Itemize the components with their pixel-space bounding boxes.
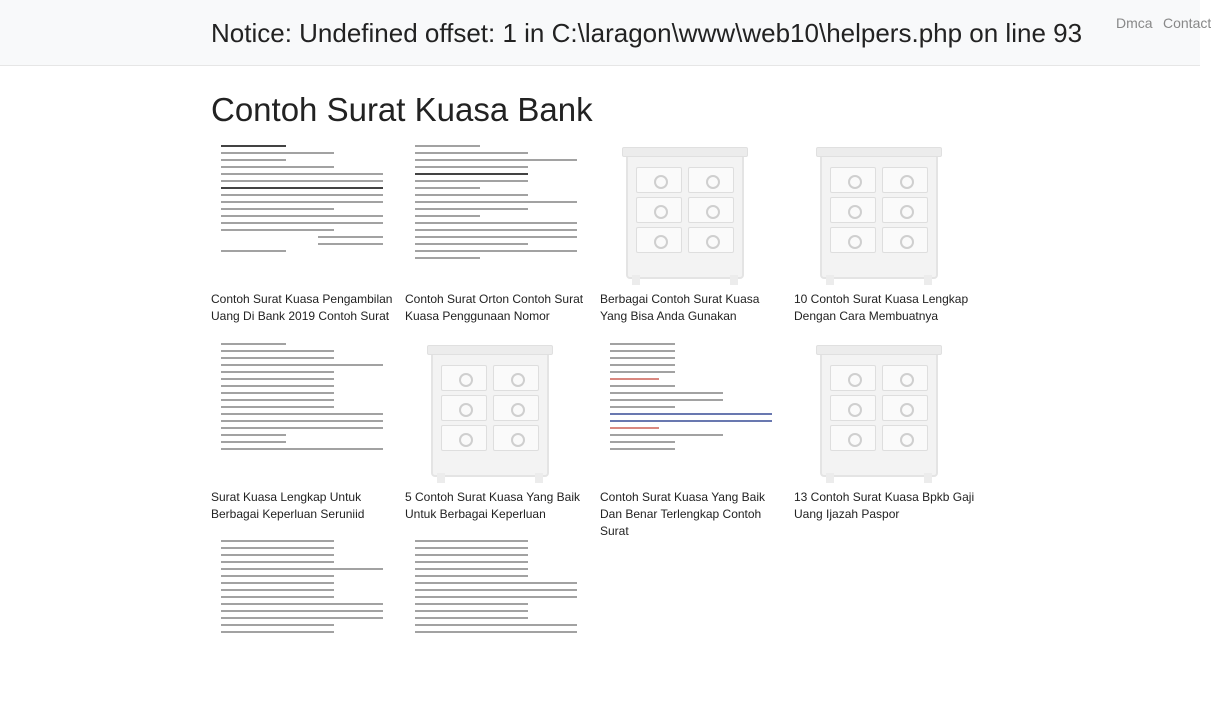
dresser-placeholder-icon [431,349,549,477]
page-title: Contoh Surat Kuasa Bank [211,91,593,128]
gallery-card[interactable] [794,141,976,325]
thumbnail-image[interactable] [794,339,976,481]
top-navbar [0,0,1211,66]
thumbnail-image[interactable] [794,141,976,283]
thumbnail-image[interactable] [405,536,587,678]
card-caption[interactable]: 13 Contoh Surat Kuasa Bpkb Gaji Uang Ijazah Paspor [794,490,975,521]
gallery-card[interactable] [600,339,782,538]
dresser-placeholder-icon [820,349,938,477]
card-caption[interactable]: 5 Contoh Surat Kuasa Yang Baik Untuk Berbagai Keperluan [405,490,581,521]
thumbnail-image[interactable] [211,141,393,283]
card-caption[interactable] [211,686,393,720]
dresser-placeholder-icon [626,151,744,279]
card-caption[interactable]: Contoh Surat Orton Contoh Surat Kuasa Penggunaan Nomor [405,292,584,323]
gallery-card[interactable] [211,339,393,523]
card-caption[interactable]: Contoh Surat Kuasa Pengambilan Uang Di Bank 2019 Contoh Surat [211,292,393,323]
card-caption[interactable]: Contoh Surat Kuasa Yang Baik Dan Benar Terlengkap Contoh Surat [600,490,765,538]
thumbnail-image[interactable] [600,141,782,283]
gallery-card[interactable] [405,141,587,325]
gallery-card[interactable] [211,536,393,720]
gallery-card[interactable] [405,339,587,523]
thumbnail-image[interactable] [405,141,587,283]
gallery-card[interactable] [794,339,976,523]
php-notice-text: Notice: Undefined offset: 1 in C:\laragon\www\web10\helpers.php on line 93 [211,18,1083,48]
nav-link-contact[interactable]: Contact [1163,15,1211,31]
card-caption[interactable] [405,686,587,720]
dresser-placeholder-icon [820,151,938,279]
nav-link-dmca[interactable]: Dmca [1116,15,1153,31]
gallery-card[interactable] [211,141,393,325]
thumbnail-image[interactable] [211,339,393,481]
thumbnail-image[interactable] [600,339,782,481]
card-caption[interactable]: Surat Kuasa Lengkap Untuk Berbagai Keperluan Seruniid [211,490,365,521]
card-caption[interactable]: Berbagai Contoh Surat Kuasa Yang Bisa Anda Gunakan [600,292,760,323]
thumbnail-image[interactable] [211,536,393,678]
thumbnail-image[interactable] [405,339,587,481]
gallery-card[interactable] [600,141,782,325]
gallery-card[interactable] [405,536,587,720]
card-caption[interactable]: 10 Contoh Surat Kuasa Lengkap Dengan Cara Membuatnya [794,292,969,323]
